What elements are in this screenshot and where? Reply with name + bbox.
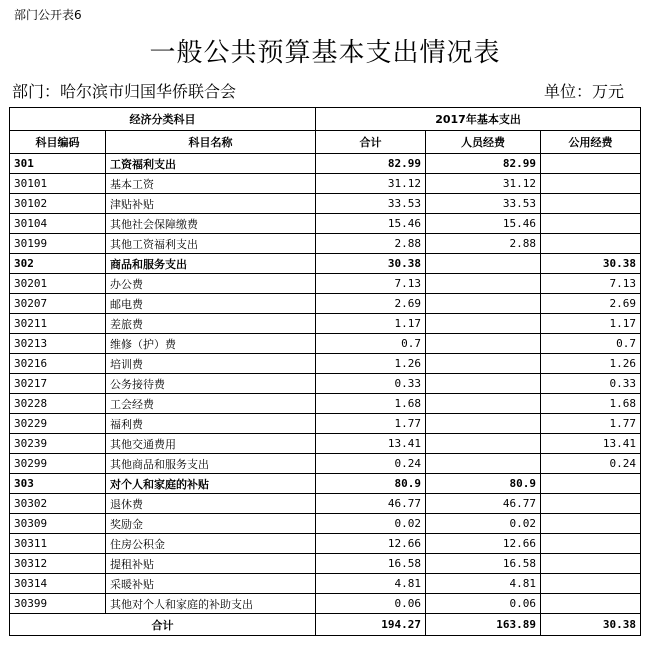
cell-code: 30207: [10, 294, 106, 314]
cell-personnel: 0.06: [426, 594, 541, 614]
cell-name: 福利费: [106, 414, 316, 434]
cell-code: 30309: [10, 514, 106, 534]
total-row: [10, 614, 641, 636]
cell-total: 4.81: [316, 574, 426, 594]
cell-code: 30229: [10, 414, 106, 434]
cell-total: 12.66: [316, 534, 426, 554]
cell-personnel: [426, 434, 541, 454]
cell-name: 工会经费: [106, 394, 316, 414]
cell-code: 30199: [10, 234, 106, 254]
cell-code: 30102: [10, 194, 106, 214]
cell-personnel: 80.9: [426, 474, 541, 494]
cell-code: 301: [10, 154, 106, 174]
column-header-total: 合计: [316, 131, 426, 154]
column-header-public: 公用经费: [541, 131, 641, 154]
table-row: [10, 434, 641, 454]
cell-code: 30399: [10, 594, 106, 614]
cell-total: 1.77: [316, 414, 426, 434]
cell-public: 1.26: [541, 354, 641, 374]
group-header-basic-expenditure: 2017年基本支出: [316, 108, 641, 131]
group-header-classification: 经济分类科目: [10, 108, 316, 131]
cell-public: [541, 174, 641, 194]
cell-code: 302: [10, 254, 106, 274]
cell-personnel: [426, 354, 541, 374]
cell-code: 30302: [10, 494, 106, 514]
table-row: [10, 394, 641, 414]
cell-total: 82.99: [316, 154, 426, 174]
table-row: [10, 194, 641, 214]
cell-public: 1.68: [541, 394, 641, 414]
cell-public: [541, 234, 641, 254]
total-personnel: 163.89: [426, 614, 541, 636]
cell-total: 1.17: [316, 314, 426, 334]
cell-personnel: 12.66: [426, 534, 541, 554]
cell-name: 商品和服务支出: [106, 254, 316, 274]
column-header-name: 科目名称: [106, 131, 316, 154]
cell-name: 维修（护）费: [106, 334, 316, 354]
cell-total: 33.53: [316, 194, 426, 214]
cell-name: 其他社会保障缴费: [106, 214, 316, 234]
table-row: [10, 594, 641, 614]
cell-total: 7.13: [316, 274, 426, 294]
cell-public: 0.24: [541, 454, 641, 474]
cell-personnel: [426, 274, 541, 294]
table-row: [10, 494, 641, 514]
cell-public: 7.13: [541, 274, 641, 294]
cell-name: 其他工资福利支出: [106, 234, 316, 254]
column-header-personnel: 人员经费: [426, 131, 541, 154]
cell-total: 0.02: [316, 514, 426, 534]
page-title: 一般公共预算基本支出情况表: [149, 38, 501, 68]
cell-code: 30311: [10, 534, 106, 554]
cell-name: 提租补贴: [106, 554, 316, 574]
cell-personnel: 0.02: [426, 514, 541, 534]
cell-public: [541, 574, 641, 594]
cell-name: 其他商品和服务支出: [106, 454, 316, 474]
cell-name: 差旅费: [106, 314, 316, 334]
cell-personnel: [426, 414, 541, 434]
cell-total: 15.46: [316, 214, 426, 234]
cell-name: 津贴补贴: [106, 194, 316, 214]
table-row: [10, 234, 641, 254]
cell-personnel: [426, 254, 541, 274]
cell-name: 对个人和家庭的补贴: [106, 474, 316, 494]
cell-public: 0.7: [541, 334, 641, 354]
table-row: [10, 554, 641, 574]
cell-public: [541, 514, 641, 534]
cell-total: 0.06: [316, 594, 426, 614]
cell-total: 2.88: [316, 234, 426, 254]
table-row: [10, 214, 641, 234]
table-row: [10, 354, 641, 374]
cell-name: 工资福利支出: [106, 154, 316, 174]
cell-public: 13.41: [541, 434, 641, 454]
cell-personnel: [426, 314, 541, 334]
cell-personnel: 4.81: [426, 574, 541, 594]
cell-code: 30216: [10, 354, 106, 374]
cell-personnel: 15.46: [426, 214, 541, 234]
total-label: 合计: [10, 614, 316, 636]
cell-code: 30104: [10, 214, 106, 234]
cell-code: 30239: [10, 434, 106, 454]
cell-public: [541, 154, 641, 174]
cell-code: 30101: [10, 174, 106, 194]
cell-name: 培训费: [106, 354, 316, 374]
cell-public: [541, 594, 641, 614]
cell-public: [541, 554, 641, 574]
cell-personnel: 33.53: [426, 194, 541, 214]
cell-public: 0.33: [541, 374, 641, 394]
form-number: 部门公开表6: [14, 8, 82, 22]
cell-code: 30228: [10, 394, 106, 414]
table-row: [10, 154, 641, 174]
cell-public: 1.77: [541, 414, 641, 434]
cell-personnel: 16.58: [426, 554, 541, 574]
cell-code: 30299: [10, 454, 106, 474]
cell-public: [541, 474, 641, 494]
cell-total: 0.24: [316, 454, 426, 474]
table-row: [10, 254, 641, 274]
table-row: [10, 514, 641, 534]
table-row: [10, 474, 641, 494]
cell-total: 0.33: [316, 374, 426, 394]
table-column-header: [10, 131, 641, 154]
cell-name: 退休费: [106, 494, 316, 514]
table-group-header: [10, 108, 641, 131]
cell-total: 31.12: [316, 174, 426, 194]
cell-personnel: [426, 334, 541, 354]
table-row: [10, 174, 641, 194]
department-label: 部门：哈尔滨市归国华侨联合会: [12, 82, 237, 101]
cell-name: 奖励金: [106, 514, 316, 534]
cell-public: [541, 194, 641, 214]
cell-code: 30211: [10, 314, 106, 334]
cell-public: [541, 494, 641, 514]
cell-code: 30201: [10, 274, 106, 294]
cell-public: 1.17: [541, 314, 641, 334]
unit-label: 单位：万元: [543, 82, 624, 101]
cell-total: 1.26: [316, 354, 426, 374]
cell-personnel: 82.99: [426, 154, 541, 174]
cell-name: 邮电费: [106, 294, 316, 314]
table-row: [10, 534, 641, 554]
cell-code: 30314: [10, 574, 106, 594]
cell-code: 30213: [10, 334, 106, 354]
cell-name: 基本工资: [106, 174, 316, 194]
cell-name: 采暖补贴: [106, 574, 316, 594]
cell-code: 30217: [10, 374, 106, 394]
cell-total: 13.41: [316, 434, 426, 454]
budget-table: [9, 107, 641, 636]
cell-personnel: 31.12: [426, 174, 541, 194]
total-public: 30.38: [541, 614, 641, 636]
column-header-code: 科目编码: [10, 131, 106, 154]
cell-name: 公务接待费: [106, 374, 316, 394]
cell-total: 80.9: [316, 474, 426, 494]
cell-name: 办公费: [106, 274, 316, 294]
cell-total: 16.58: [316, 554, 426, 574]
cell-personnel: [426, 394, 541, 414]
cell-total: 1.68: [316, 394, 426, 414]
cell-public: 2.69: [541, 294, 641, 314]
table-row: [10, 334, 641, 354]
cell-code: 303: [10, 474, 106, 494]
cell-total: 46.77: [316, 494, 426, 514]
cell-personnel: 46.77: [426, 494, 541, 514]
table-row: [10, 314, 641, 334]
cell-personnel: [426, 454, 541, 474]
cell-total: 0.7: [316, 334, 426, 354]
cell-code: 30312: [10, 554, 106, 574]
cell-personnel: 2.88: [426, 234, 541, 254]
cell-total: 2.69: [316, 294, 426, 314]
table-row: [10, 274, 641, 294]
cell-public: 30.38: [541, 254, 641, 274]
cell-total: 30.38: [316, 254, 426, 274]
cell-personnel: [426, 374, 541, 394]
table-row: [10, 374, 641, 394]
table-row: [10, 454, 641, 474]
cell-public: [541, 534, 641, 554]
total-total: 194.27: [316, 614, 426, 636]
cell-name: 其他交通费用: [106, 434, 316, 454]
table-row: [10, 574, 641, 594]
cell-personnel: [426, 294, 541, 314]
cell-name: 住房公积金: [106, 534, 316, 554]
cell-public: [541, 214, 641, 234]
table-row: [10, 414, 641, 434]
cell-name: 其他对个人和家庭的补助支出: [106, 594, 316, 614]
table-row: [10, 294, 641, 314]
